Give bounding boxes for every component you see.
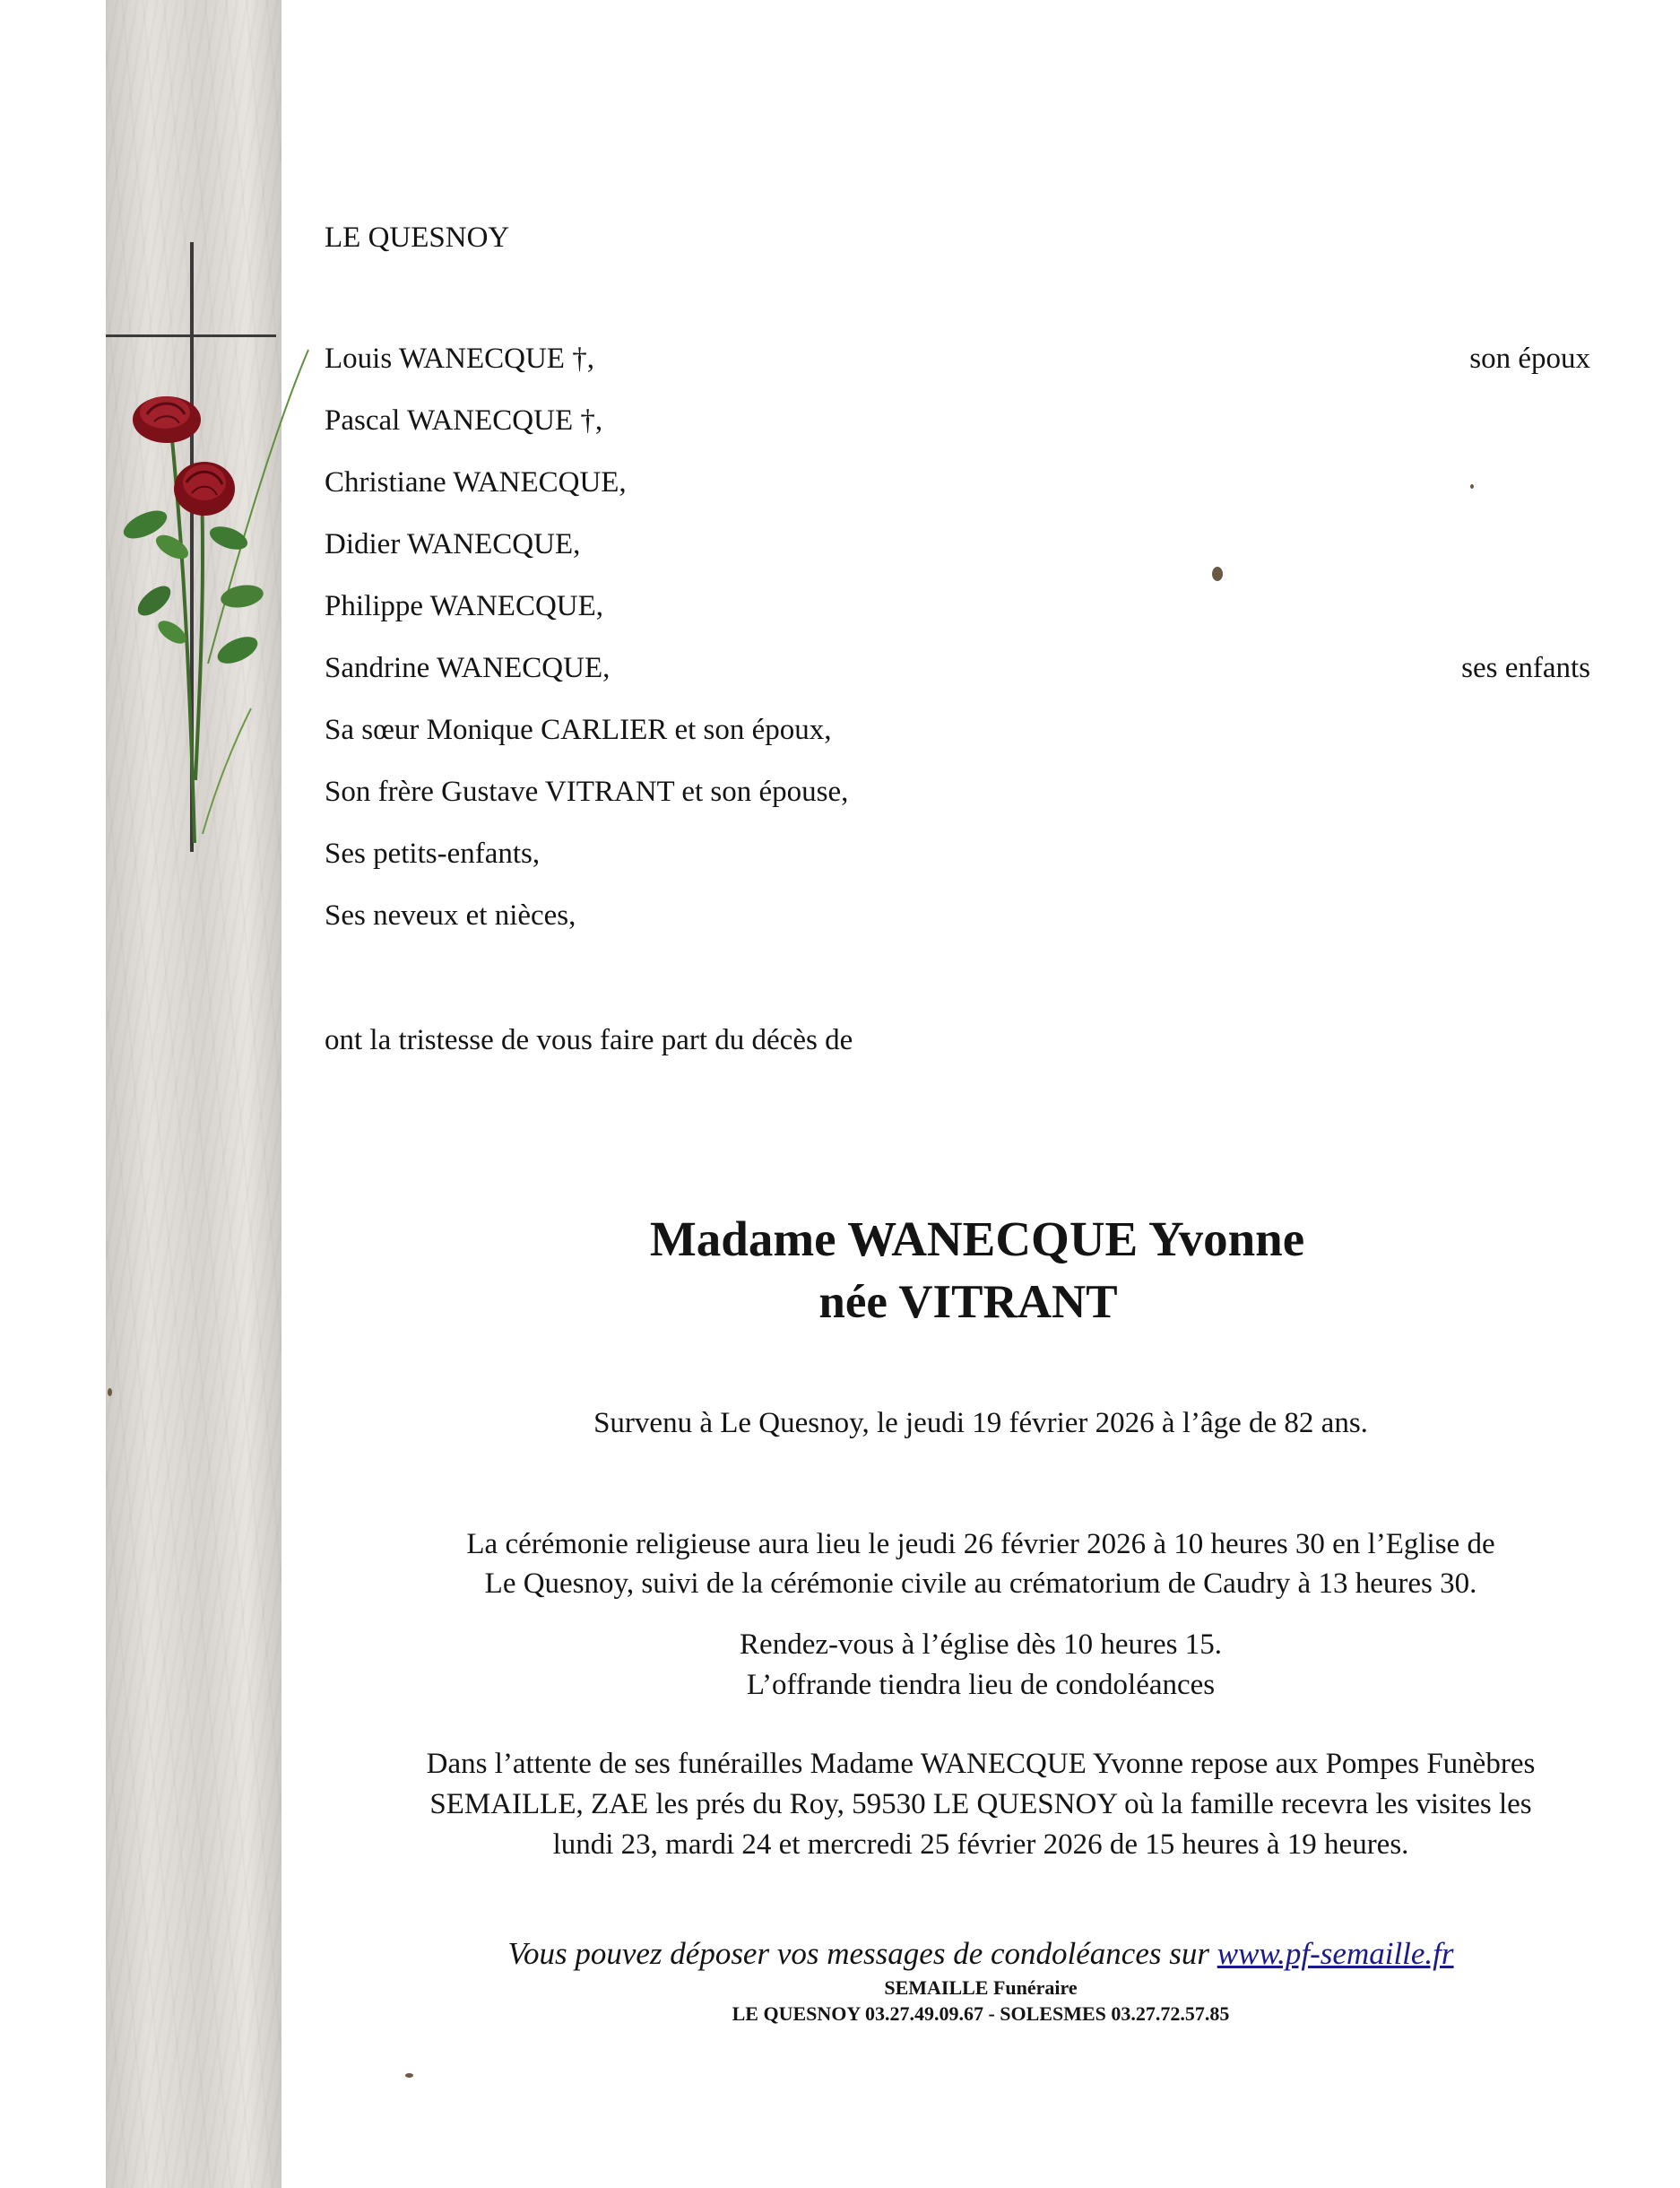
announcement-text: ont la tristesse de vous faire part du décès de (325, 1024, 853, 1056)
company-name: SEMAILLE Funéraire (884, 1976, 1078, 1999)
rose-leaf (152, 530, 193, 563)
company-phones: LE QUESNOY 03.27.49.09.67 - SOLESMES 03.27.72.57.85 (732, 2002, 1230, 2025)
rose-flower (133, 396, 201, 443)
condolence-message (281, 1934, 1680, 1974)
rose-leaf (133, 580, 176, 621)
meeting-line: L’offrande tiendra lieu de condoléances (746, 1669, 1216, 1701)
family-member: Sandrine WANECQUE, (325, 652, 611, 684)
visits-line: Dans l’attente de ses funérailles Madame WANECQUE Yvonne repose aux Pompes Funèbres (426, 1748, 1536, 1780)
family-member: Sa sœur Monique CARLIER et son époux, (325, 714, 832, 746)
family-member: Ses petits-enfants, (325, 838, 541, 870)
rose-leaf (213, 631, 262, 669)
visits-line: lundi 23, mardi 24 et mercredi 25 février 2026 de 15 heures à 19 heures. (552, 1828, 1409, 1861)
cross-roses-illustration (90, 242, 323, 870)
meeting-line: Rendez-vous à l’église dès 10 heures 15. (740, 1628, 1222, 1661)
family-member: Pascal WANECQUE †, (325, 404, 603, 437)
family-member: Christiane WANECQUE, (325, 466, 627, 499)
condolence-website-link[interactable]: www.pf-semaille.fr (1217, 1936, 1454, 1971)
family-member: Didier WANECQUE, (325, 528, 581, 560)
deceased-maiden-name: née VITRANT (818, 1276, 1118, 1328)
scan-speck (1212, 567, 1223, 581)
grass-blade (203, 708, 251, 834)
scan-speck (405, 2073, 413, 2078)
family-role: ses enfants (1461, 652, 1590, 684)
town-heading: LE QUESNOY (325, 221, 510, 254)
family-member: Ses neveux et nièces, (325, 899, 576, 932)
scan-speck (108, 1388, 112, 1396)
death-info: Survenu à Le Quesnoy, le jeudi 19 février 2026 à l’âge de 82 ans. (593, 1407, 1368, 1439)
rose-leaf (219, 582, 264, 611)
ceremony-line: Le Quesnoy, suivi de la cérémonie civile au crématorium de Caudry à 13 heures 30. (484, 1567, 1477, 1600)
family-member: Son frère Gustave VITRANT et son épouse, (325, 776, 849, 808)
rose-leaf (207, 522, 251, 554)
rose-stem (195, 489, 203, 780)
ceremony-line: La cérémonie religieuse aura lieu le jeudi 26 février 2026 à 10 heures 30 en l’Eglise de (466, 1528, 1495, 1560)
family-role: son époux (1469, 343, 1590, 375)
rose-flower (174, 462, 235, 516)
deceased-name: Madame WANECQUE Yvonne (649, 1211, 1305, 1266)
family-member: Louis WANECQUE †, (325, 343, 594, 375)
condolence-message-text: Vous pouvez déposer vos messages de condoléances sur (507, 1936, 1209, 1971)
cross-horizontal-bar (106, 334, 276, 337)
visits-line: SEMAILLE, ZAE les prés du Roy, 59530 LE QUESNOY où la famille recevra les visites les (429, 1788, 1532, 1820)
family-member: Philippe WANECQUE, (325, 590, 604, 622)
scan-speck (1470, 484, 1474, 489)
